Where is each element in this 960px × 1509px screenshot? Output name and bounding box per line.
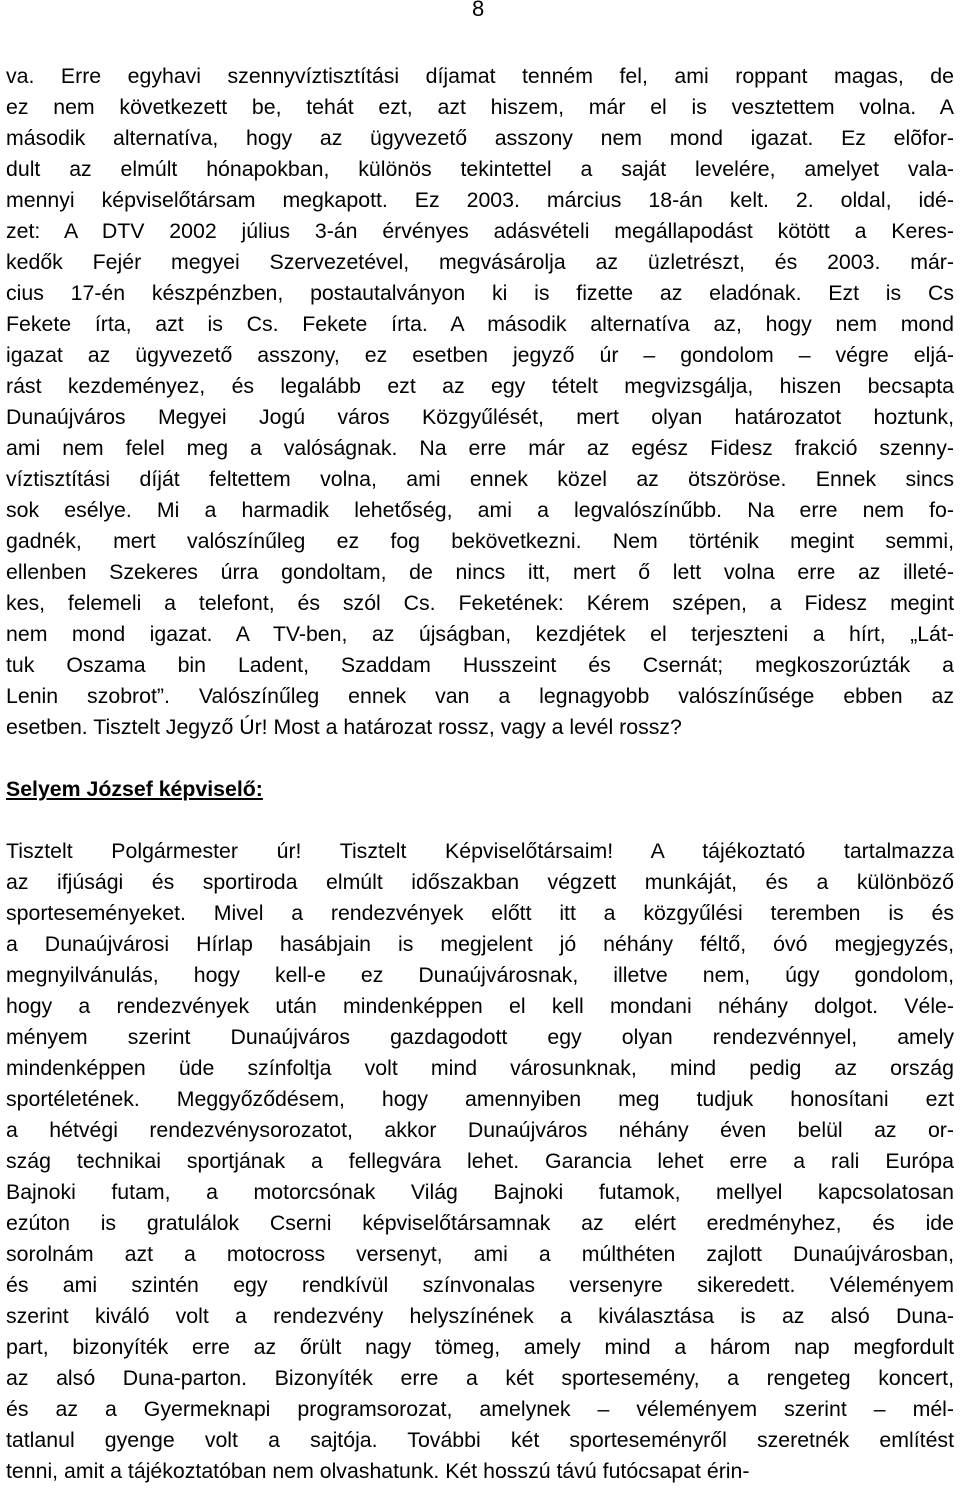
text-line: tenni, amit a tájékoztatóban nem olvashatunk. Két hosszú távú futócsapat érin-: [6, 1459, 750, 1483]
text-line: szerint kiváló volt a rendezvény helyszínének a kiválasztása is az alsó Duna-: [6, 1304, 954, 1328]
text-line: nem mond igazat. A TV-ben, az újságban, kezdjétek el terjeszteni a hírt, „Lát-: [6, 622, 954, 646]
text-line: dult az elmúlt hónapokban, különös tekintettel a saját levelére, amelyet vala-: [6, 157, 954, 181]
text-line: hogy a rendezvények után mindenképpen el kell mondani néhány dolgot. Véle-: [6, 994, 954, 1018]
text-line: az ifjúsági és sportiroda elmúlt időszakban végzett munkáját, és a különböző: [6, 870, 954, 894]
text-line: a Dunaújvárosi Hírlap hasábjain is megjelent jó néhány féltő, óvó megjegyzés,: [6, 932, 954, 956]
text-line: sportéletének. Meggyőződésem, hogy amennyiben meg tudjuk honosítani ezt: [6, 1087, 954, 1111]
paragraph-2: [6, 836, 954, 1487]
text-line: sok esélye. Mi a harmadik lehetőség, ami a legvalószínűbb. Na erre nem fo-: [6, 498, 954, 522]
text-line: mindenképpen üde színfoltja volt mind városunknak, mind pedig az ország: [6, 1056, 954, 1080]
text-line: és az a Gyermeknapi programsorozat, amelynek – véleményem szerint – mél-: [6, 1397, 954, 1421]
text-line: szág technikai sportjának a fellegvára lehet. Garancia lehet erre a rali Európa: [6, 1149, 954, 1173]
document-body: [6, 61, 954, 1487]
text-line: második alternatíva, hogy az ügyvezető asszony nem mond igazat. Ez elõfor-: [6, 126, 954, 150]
text-line: és ami szintén egy rendkívül színvonalas versenyre sikeredett. Véleményem: [6, 1273, 954, 1297]
text-line: sporteseményeket. Mivel a rendezvények előtt itt a közgyűlési teremben is és: [6, 901, 954, 925]
text-line: rást kezdeményez, és legalább ezt az egy tételt megvizsgálja, hiszen becsapta: [6, 374, 954, 398]
speaker-heading: Selyem József képviselő:: [6, 777, 263, 801]
text-line: víztisztítási díját feltettem volna, ami ennek közel az ötszöröse. Ennek sincs: [6, 467, 954, 491]
paragraph-gap: [6, 743, 954, 774]
text-line: megnyilvánulás, hogy kell-e ez Dunaújvárosnak, illetve nem, úgy gondolom,: [6, 963, 954, 987]
text-line: va. Erre egyhavi szennyvíztisztítási díjamat tenném fel, ami roppant magas, de: [6, 64, 954, 88]
text-line: esetben. Tisztelt Jegyző Úr! Most a határozat rossz, vagy a levél rossz?: [6, 715, 682, 739]
text-line: Fekete írta, azt is Cs. Fekete írta. A második alternatíva az, hogy nem mond: [6, 312, 954, 336]
page-number: 8: [472, 0, 485, 21]
text-line: gadnék, mert valószínűleg ez fog bekövetkezni. Nem történik megint semmi,: [6, 529, 954, 553]
text-line: az alsó Duna-parton. Bizonyíték erre a két sportesemény, a rengeteg koncert,: [6, 1366, 954, 1390]
text-line: Bajnoki futam, a motorcsónak Világ Bajnoki futamok, mellyel kapcsolatosan: [6, 1180, 954, 1204]
text-line: a hétvégi rendezvénysorozatot, akkor Dunaújváros néhány éven belül az or-: [6, 1118, 954, 1142]
text-line: mennyi képviselőtársam megkapott. Ez 2003. március 18-án kelt. 2. oldal, idé-: [6, 188, 954, 212]
text-line: cius 17-én készpénzben, postautalványon ki is fizette az eladónak. Ezt is Cs: [6, 281, 954, 305]
text-line: zet: A DTV 2002 július 3-án érvényes adásvételi megállapodást kötött a Keres-: [6, 219, 954, 243]
text-line: Tisztelt Polgármester úr! Tisztelt Képviselőtársaim! A tájékoztató tartalmazza: [6, 839, 954, 863]
text-line: kedők Fejér megyei Szervezetével, megvásárolja az üzletrészt, és 2003. már-: [6, 250, 954, 274]
text-line: kes, felemeli a telefont, és szól Cs. Feketének: Kérem szépen, a Fidesz megint: [6, 591, 954, 615]
text-line: tuk Oszama bin Ladent, Szaddam Husszeint és Csernát; megkoszorúzták a: [6, 653, 954, 677]
paragraph-1: [6, 61, 954, 743]
text-line: tatlanul gyenge volt a sajtója. További két sporteseményről szeretnék említést: [6, 1428, 954, 1452]
text-line: igazat az ügyvezető asszony, ez esetben jegyző úr – gondolom – végre eljá-: [6, 343, 954, 367]
text-line: ményem szerint Dunaújváros gazdagodott egy olyan rendezvénnyel, amely: [6, 1025, 954, 1049]
text-line: ez nem következett be, tehát ezt, azt hiszem, már el is vesztettem volna. A: [6, 95, 954, 119]
text-line: ellenben Szekeres úrra gondoltam, de nincs itt, mert ő lett volna erre az illeté-: [6, 560, 954, 584]
paragraph-gap: [6, 805, 954, 836]
text-line: sorolnám azt a motocross versenyt, ami a múlthéten zajlott Dunaújvárosban,: [6, 1242, 954, 1266]
text-line: part, bizonyíték erre az őrült nagy tömeg, amely mind a három nap megfordult: [6, 1335, 954, 1359]
text-line: Lenin szobrot”. Valószínűleg ennek van a legnagyobb valószínűsége ebben az: [6, 684, 954, 708]
text-line: ami nem felel meg a valóságnak. Na erre már az egész Fidesz frakció szenny-: [6, 436, 954, 460]
text-line: ezúton is gratulálok Cserni képviselőtársamnak az elért eredményhez, és ide: [6, 1211, 954, 1235]
text-line: Dunaújváros Megyei Jogú város Közgyűlését, mert olyan határozatot hoztunk,: [6, 405, 954, 429]
